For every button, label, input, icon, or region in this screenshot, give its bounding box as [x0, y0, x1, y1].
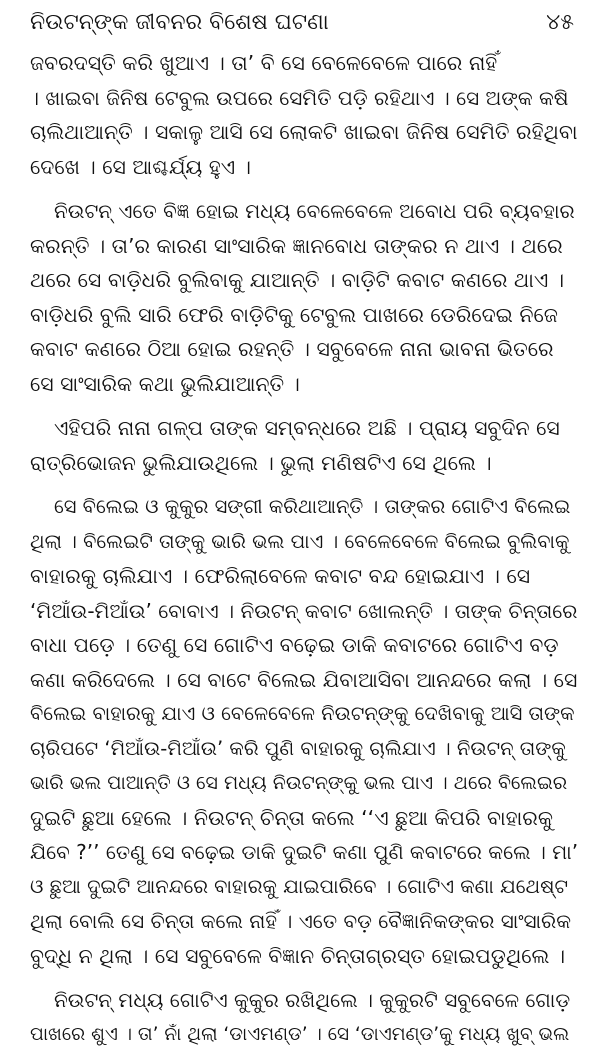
text-line: ବାହାରକୁ ଚାଲିଯାଏ । ଫେରିଲାବେଳେ କବାଟ ବନ୍ଦ ହୋଇଯାଏ । ସେ: [30, 559, 578, 594]
text-line: ‘ମିଆଁଉ-ମିଆଁଉ’ ବୋବାଏ । ନିଉଟନ୍ କବାଟ ଖୋଲନ୍ତି । ତାଙ୍କ ଚିନ୍ତାରେ: [30, 594, 578, 629]
text-line: ବାଡ଼ିଧରି ବୁଲି ସାରି ଫେରି ବାଡ଼ିଟିକୁ ଟେବୁଲ ପାଖରେ ଡେରିଦେଇ ନିଜେ: [30, 298, 578, 333]
text-line: ପାଖରେ ଶୁଏ । ତା’ ନାଁ ଥିଲା ‘ଡାଏମଣ୍ଡ’ । ସେ ‘ଡାଏମଣ୍ଡ’କୁ ମଧ୍ୟ ଖୁବ୍ ଭଲ: [30, 1018, 578, 1052]
paragraph: [30, 411, 578, 480]
text-line: ଜବରଦସ୍ତି କରି ଖୁଆଏ । ତା’ ବି ସେ ବେଳେବେଳେ ପାରେ ନାହିଁ: [30, 46, 578, 81]
text-line: କଣା କରିଦେଲେ । ସେ ବାଟେ ବିଲେଇ ଯିବାଆସିବା ଆନନ୍ଦରେ କଲା । ସେ: [30, 663, 578, 698]
text-line: ଦୁଇଟି ଛୁଆ ହେଲେ । ନିଉଟନ୍ ଚିନ୍ତା କଲେ ‘‘ଏ ଛୁଆ କିପରି ବାହାରକୁ: [30, 801, 578, 836]
text-line: ଭାରି ଭଲ ପାଆନ୍ତି ଓ ସେ ମଧ୍ୟ ନିଉଟନ୍‌ଙ୍କୁ ଭଲ ପାଏ । ଥରେ ବିଲେଇର: [30, 766, 578, 801]
text-line: ଯିବେ ?’’ ତେଣୁ ସେ ବଢ଼େଇ ଡାକି ଦୁଇଟି କଣା ପୁଣି କବାଟରେ କଲେ । ମା’: [30, 835, 578, 870]
text-line: ସେ ବିଲେଇ ଓ କୁକୁର ସଙ୍ଗୀ କରିଥାଆନ୍ତି । ତାଙ୍କର ଗୋଟିଏ ବିଲେଇ: [30, 490, 578, 525]
paragraph: [30, 46, 578, 184]
text-line: ଏହିପରି ନାନା ଗଳ୍ପ ତାଙ୍କ ସମ୍ବନ୍ଧରେ ଅଛି । ପ୍ରାୟ ସବୁଦିନ ସେ: [30, 411, 578, 446]
text-line: ଥିଲା । ବିଲେଇଟି ତାଙ୍କୁ ଭାରି ଭଲ ପାଏ । ବେଳେବେଳେ ବିଲେଇ ବୁଲିବାକୁ: [30, 525, 578, 560]
text-line: କରନ୍ତି । ତା’ର କାରଣ ସାଂସାରିକ ଜ୍ଞାନବୋଧ ତାଙ୍କର ନ ଥାଏ । ଥରେ: [30, 229, 578, 264]
text-line: ନିଉଟନ୍ ଏତେ ବିଜ୍ଞ ହୋଇ ମଧ୍ୟ ବେଳେବେଳେ ଅବୋଧ ପରି ବ୍ୟବହାର: [30, 194, 578, 229]
text-line: ଚାରିପଟେ ‘ମିଆଁଉ-ମିଆଁଉ’ କରି ପୁଣି ବାହାରକୁ ଚାଲିଯାଏ । ନିଉଟନ୍ ତାଙ୍କୁ: [30, 732, 578, 767]
paragraph: [30, 983, 578, 1052]
text-line: । ଖାଇବା ଜିନିଷ ଟେବୁଲ ଉପରେ ସେମିତି ପଡ଼ି ରହିଥାଏ । ସେ ଅଙ୍କ କଷି: [30, 81, 578, 116]
text-line: କବାଟ କଣରେ ଠିଆ ହୋଇ ରହନ୍ତି । ସବୁବେଳେ ନାନା ଭାବନା ଭିତରେ: [30, 332, 578, 367]
running-title: ନିଉଟନ୍‌ଙ୍କ ଜୀବନର ବିଶେଷ ଘଟଣା: [30, 6, 329, 40]
text-line: ଥରେ ସେ ବାଡ଼ିଧରି ବୁଲିବାକୁ ଯାଆନ୍ତି । ବାଡ଼ିଟି କବାଟ କଣରେ ଥାଏ ।: [30, 263, 578, 298]
text-line: ବିଲେଇ ବାହାରକୁ ଯାଏ ଓ ବେଳେବେଳେ ନିଉଟନ୍‌ଙ୍କୁ ଦେଖିବାକୁ ଆସି ତାଙ୍କ: [30, 697, 578, 732]
text-line: ବାଧା ପଡ଼େ । ତେଣୁ ସେ ଗୋଟିଏ ବଢ଼େଇ ଡାକି କବାଟରେ ଗୋଟିଏ ବଡ଼: [30, 628, 578, 663]
text-line: ରାତ୍ରିଭୋଜନ ଭୁଲିଯାଉଥିଲେ । ଭୁଲା ମଣିଷଟିଏ ସେ ଥିଲେ ।: [30, 446, 578, 481]
text-line: ଥିଲା ବୋଲି ସେ ଚିନ୍ତା କଲେ ନାହିଁ । ଏତେ ବଡ଼ ବୈଜ୍ଞାନିକଙ୍କର ସାଂସାରିକ: [30, 904, 578, 939]
text-line: ଓ ଛୁଆ ଦୁଇଟି ଆନନ୍ଦରେ ବାହାରକୁ ଯାଇପାରିବେ । ଗୋଟିଏ କଣା ଯଥେଷ୍ଟ: [30, 870, 578, 905]
text-line: ଚାଲିଥାଆନ୍ତି । ସକାଳୁ ଆସି ସେ ଲୋକଟି ଖାଇବା ଜିନିଷ ସେମିତି ରହିଥିବା: [30, 115, 578, 150]
text-line: ବୁଦ୍ଧି ନ ଥିଲା । ସେ ସବୁବେଳେ ବିଜ୍ଞାନ ଚିନ୍ତାଗ୍ରସ୍ତ ହୋଇପଡୁଥିଲେ ।: [30, 939, 578, 974]
paragraph: [30, 490, 578, 973]
page-body: [30, 46, 578, 1052]
text-line: ସେ ସାଂସାରିକ କଥା ଭୁଲିଯାଆନ୍ତି ।: [30, 367, 578, 402]
paragraph: [30, 194, 578, 401]
page-number: ୪୫: [546, 6, 578, 40]
text-line: ନିଉଟନ୍ ମଧ୍ୟ ଗୋଟିଏ କୁକୁର ରଖିଥିଲେ । କୁକୁରଟି ସବୁବେଳେ ଗୋଡ଼: [30, 983, 578, 1018]
page-header: [30, 6, 578, 46]
text-line: ଦେଖେ । ସେ ଆଶ୍ଚର୍ଯ୍ୟ ହୁଏ ।: [30, 150, 578, 185]
